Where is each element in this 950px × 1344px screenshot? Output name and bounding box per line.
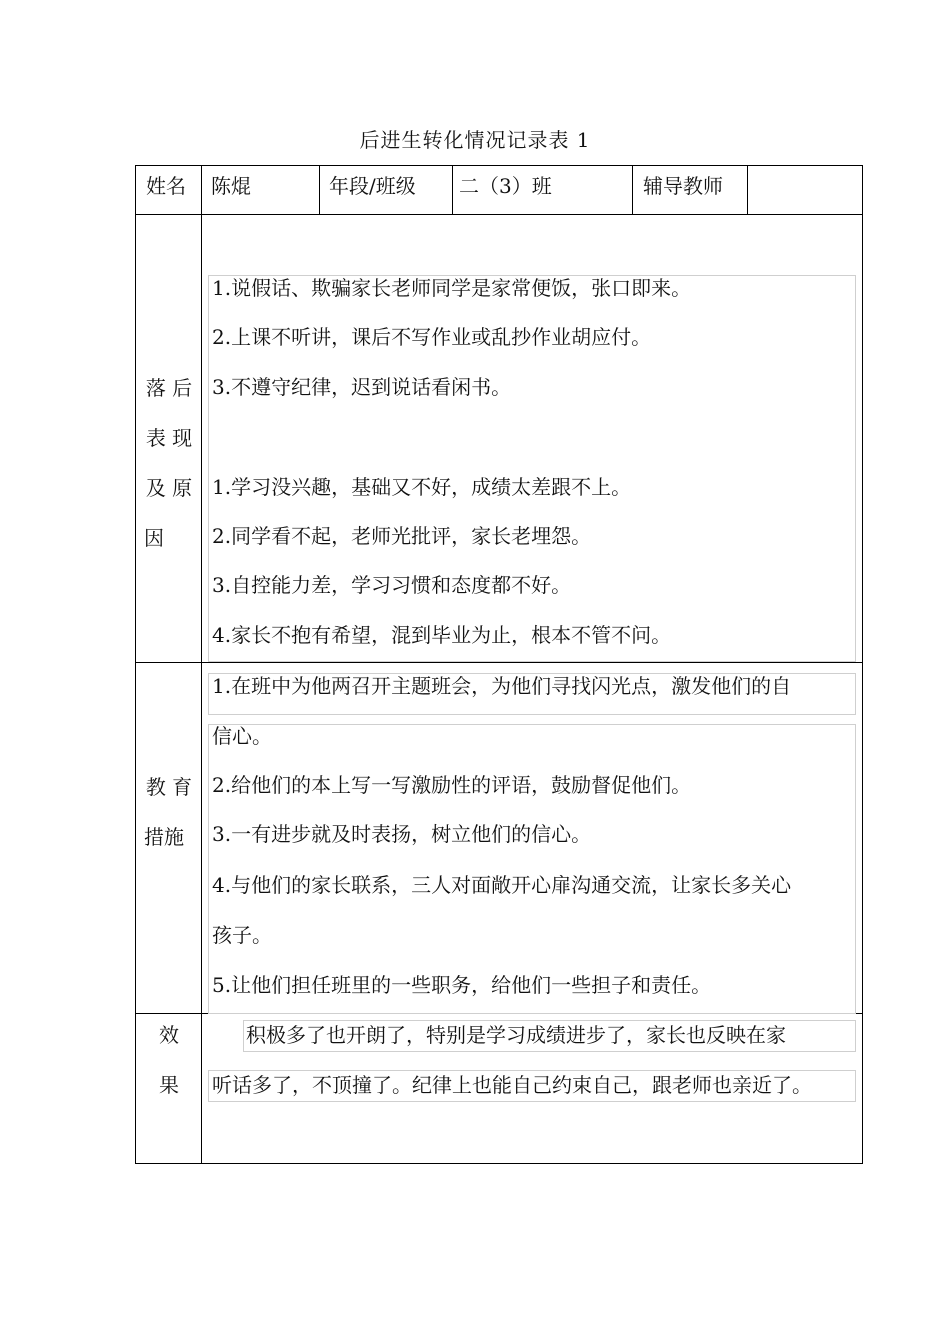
measures-label-line: 教 育 [145,775,193,799]
performance-row-divider [135,662,863,663]
table-border-top [135,165,863,166]
measure-item: 孩子。 [212,923,272,947]
tutor-label: 辅导教师 [643,174,723,198]
table-border-bottom [135,1163,863,1164]
performance-item: 3.不遵守纪律，迟到说话看闲书。 [212,375,512,399]
measure-item: 4.与他们的家长联系，三人对面敞开心扉沟通交流，让家长多关心 [212,873,792,897]
label-column-divider [201,165,202,1164]
performance-label-line: 表 现 [145,426,193,450]
header-row-divider [135,214,863,215]
name-value: 陈焜 [211,174,251,198]
cause-item: 4.家长不抱有希望，混到毕业为止，根本不管不问。 [212,623,672,647]
measure-item: 1.在班中为他两召开主题班会，为他们寻找闪光点，激发他们的自 [212,674,792,698]
document-title: 后进生转化情况记录表 1 [359,128,591,152]
cause-item: 2.同学看不起，老师光批评，家长老埋怨。 [212,524,592,548]
cause-item: 1.学习没兴趣，基础又不好，成绩太差跟不上。 [212,475,632,499]
effect-text-line: 听话多了，不顶撞了。纪律上也能自己约束自己，跟老师也亲近了。 [212,1073,812,1097]
cause-item: 3.自控能力差，学习习惯和态度都不好。 [212,573,572,597]
header-col-divider [632,165,633,214]
grade-value: 二（3）班 [459,174,552,198]
measure-item: 5.让他们担任班里的一些职务，给他们一些担子和责任。 [212,973,712,997]
measure-item: 3.一有进步就及时表扬，树立他们的信心。 [212,822,592,846]
performance-label-line: 落 后 [145,376,193,400]
header-col-divider [319,165,320,214]
performance-label-line: 及 原 [145,476,193,500]
performance-item: 1.说假话、欺骗家长老师同学是家常便饭，张口即来。 [212,276,692,300]
measure-item: 信心。 [212,724,272,748]
table-border-right [862,165,863,1164]
performance-item: 2.上课不听讲，课后不写作业或乱抄作业胡应付。 [212,325,652,349]
header-col-divider [452,165,453,214]
text-frame [208,724,856,1014]
header-col-divider [747,165,748,214]
grade-label: 年段/班级 [329,174,416,198]
effect-text-line: 积极多了也开朗了，特别是学习成绩进步了，家长也反映在家 [246,1023,786,1047]
record-table [135,165,863,1165]
performance-label-line: 因 [144,526,164,550]
effect-label-line: 效 [159,1023,179,1047]
effect-label-line: 果 [159,1073,179,1097]
name-label: 姓名 [146,174,186,198]
table-border-left [135,165,136,1164]
measures-label-line: 措施 [144,825,184,849]
measure-item: 2.给他们的本上写一写激励性的评语，鼓励督促他们。 [212,773,692,797]
